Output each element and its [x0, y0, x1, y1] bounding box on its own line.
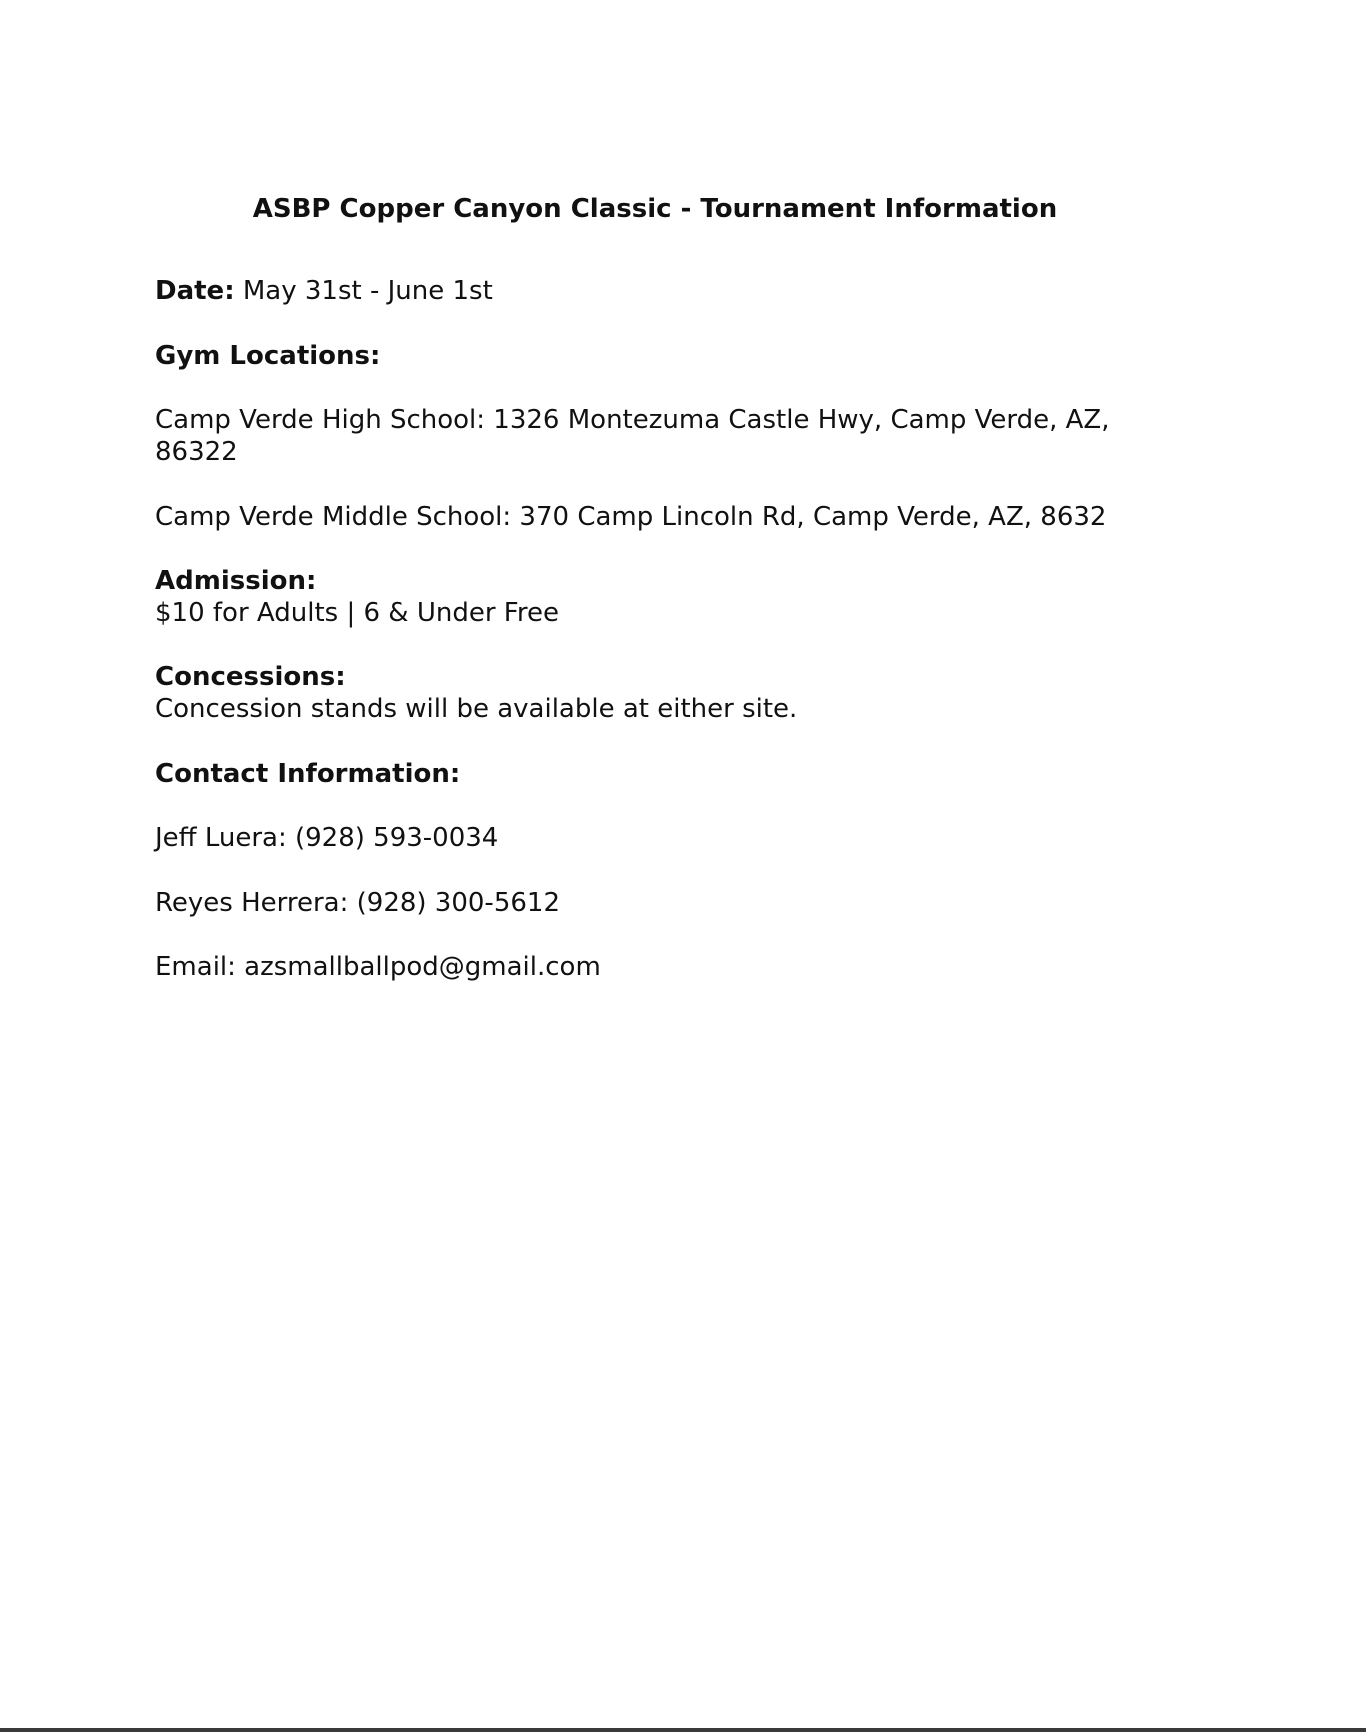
- contact-entry: Reyes Herrera: (928) 300-5612: [155, 888, 560, 918]
- date-section: [155, 275, 1155, 307]
- gym-site-high-school: [155, 404, 1155, 468]
- concessions-text: Concession stands will be available at either site.: [155, 694, 798, 724]
- contact-section: [155, 758, 1155, 790]
- contact-entry-jeff: [155, 822, 1155, 854]
- gym-site-line: 86322: [155, 437, 238, 467]
- contact-entry: Jeff Luera: (928) 593-0034: [155, 823, 499, 853]
- admission-heading: Admission:: [155, 566, 317, 596]
- gym-locations-section: [155, 340, 1155, 372]
- admission-text: $10 for Adults | 6 & Under Free: [155, 598, 559, 628]
- gym-site-line: Camp Verde High School: 1326 Montezuma Castle Hwy, Camp Verde, AZ,: [155, 405, 1110, 435]
- concessions-section: [155, 661, 1155, 725]
- document-title: ASBP Copper Canyon Classic - Tournament Information: [252, 194, 1058, 224]
- date-value: May 31st - June 1st: [242, 276, 493, 306]
- date-label: Date:: [155, 276, 235, 306]
- bottom-divider: [0, 1728, 1366, 1732]
- admission-section: [155, 565, 1155, 629]
- gym-site-middle-school: [155, 501, 1155, 533]
- contact-email: Email: azsmallballpod@gmail.com: [155, 952, 601, 982]
- contact-entry-reyes: [155, 887, 1155, 919]
- contact-entry-email: [155, 951, 1155, 983]
- concessions-heading: Concessions:: [155, 662, 346, 692]
- gym-locations-heading: Gym Locations:: [155, 341, 381, 371]
- gym-site-line: Camp Verde Middle School: 370 Camp Lincoln Rd, Camp Verde, AZ, 8632: [155, 502, 1107, 532]
- contact-heading: Contact Information:: [155, 759, 461, 789]
